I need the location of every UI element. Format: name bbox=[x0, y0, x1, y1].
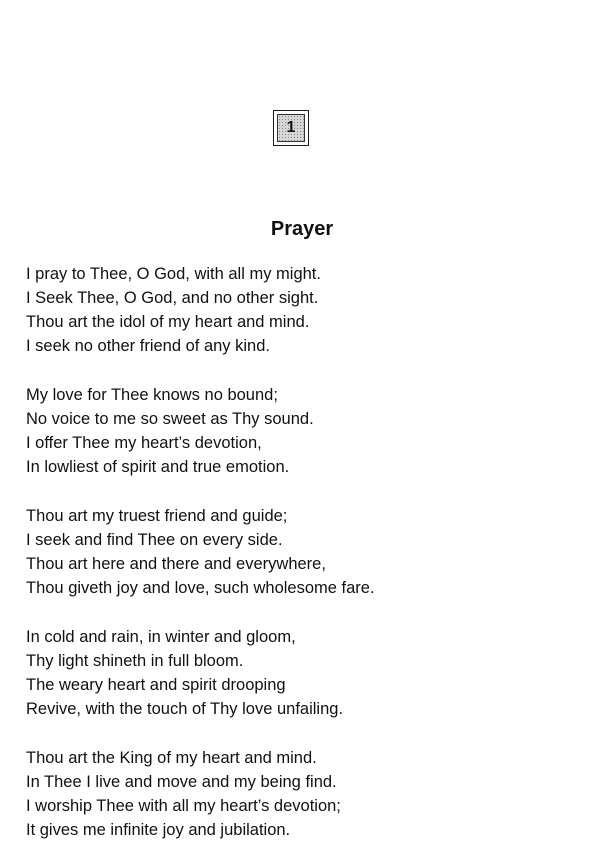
page-number-box bbox=[273, 110, 309, 146]
poem-line: I offer Thee my heart’s devotion, bbox=[26, 434, 262, 452]
stanza-4 bbox=[26, 625, 586, 721]
poem-body bbox=[26, 262, 586, 867]
poem-line: I seek no other friend of any kind. bbox=[26, 337, 270, 355]
poem-title: Prayer bbox=[270, 218, 334, 240]
poem-line: Revive, with the touch of Thy love unfailing. bbox=[26, 700, 344, 718]
poem-line: Thou giveth joy and love, such wholesome fare. bbox=[26, 579, 375, 597]
poem-line: Thou art the idol of my heart and mind. bbox=[26, 313, 310, 331]
poem-line: I seek and find Thee on every side. bbox=[26, 531, 283, 549]
poem-line: The weary heart and spirit drooping bbox=[26, 676, 286, 694]
poem-line: I Seek Thee, O God, and no other sight. bbox=[26, 289, 319, 307]
poem-line: In Thee I live and move and my being find. bbox=[26, 773, 337, 791]
poem-line: Thy light shineth in full bloom. bbox=[26, 652, 244, 670]
poem-line: Thou art my truest friend and guide; bbox=[26, 507, 288, 525]
poem-line: Thou art here and there and everywhere, bbox=[26, 555, 326, 573]
poem-line: I pray to Thee, O God, with all my might. bbox=[26, 265, 321, 283]
stanza-2 bbox=[26, 383, 586, 479]
poem-line: In lowliest of spirit and true emotion. bbox=[26, 458, 290, 476]
stanza-3 bbox=[26, 504, 586, 600]
poem-line: In cold and rain, in winter and gloom, bbox=[26, 628, 296, 646]
page-number: 1 bbox=[277, 114, 305, 142]
poem-line: My love for Thee knows no bound; bbox=[26, 386, 278, 404]
poem-line: I worship Thee with all my heart’s devotion; bbox=[26, 797, 341, 815]
poem-line: It gives me infinite joy and jubilation. bbox=[26, 821, 291, 839]
poem-line: No voice to me so sweet as Thy sound. bbox=[26, 410, 314, 428]
stanza-1 bbox=[26, 262, 586, 358]
stanza-5 bbox=[26, 746, 586, 842]
poem-line: Thou art the King of my heart and mind. bbox=[26, 749, 317, 767]
